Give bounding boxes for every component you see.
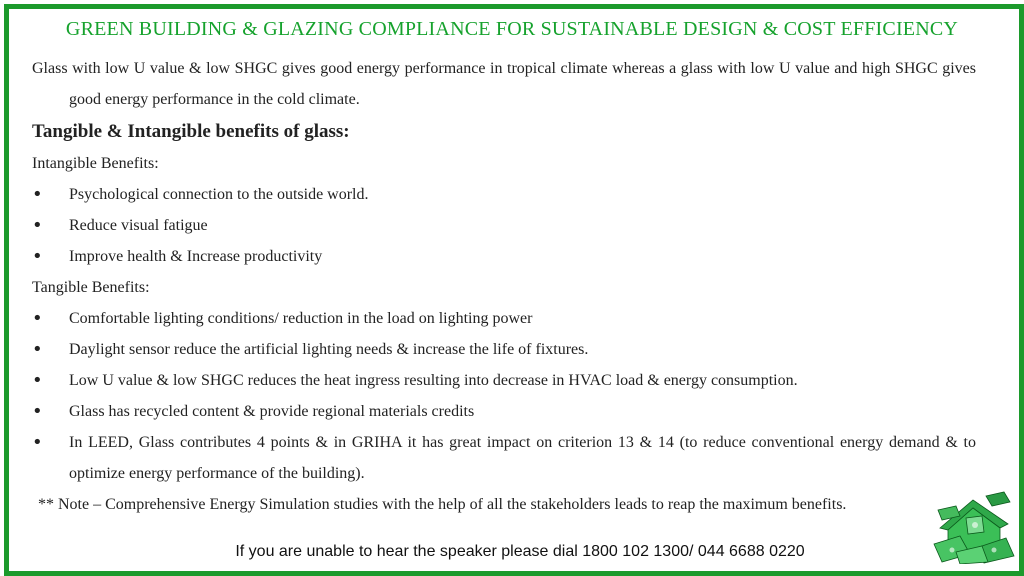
list-item: • Daylight sensor reduce the artificial lighting needs & increase the life of fixtures.: [32, 334, 976, 365]
list-item: • Psychological connection to the outside world.: [32, 179, 976, 210]
slide-title: GREEN BUILDING & GLAZING COMPLIANCE FOR SUSTAINABLE DESIGN & COST EFFICIENCY: [65, 18, 959, 40]
list-item: • Glass has recycled content & provide regional materials credits: [32, 396, 976, 427]
benefits-heading: Tangible & Intangible benefits of glass:: [32, 121, 350, 142]
intangible-list: [32, 179, 976, 272]
bullet-icon: •: [32, 184, 43, 205]
list-item: • Improve health & Increase productivity: [32, 241, 976, 272]
slide-body: [32, 53, 976, 520]
tangible-list: [32, 303, 976, 489]
money-house-icon: [930, 488, 1016, 564]
bullet-icon: •: [32, 339, 43, 360]
tangible-label: Tangible Benefits:: [32, 279, 150, 296]
bullet-icon: •: [32, 432, 43, 453]
footer-dial-in: If you are unable to hear the speaker please dial 1800 102 1300/ 044 6688 0220: [235, 543, 805, 560]
list-item: • Reduce visual fatigue: [32, 210, 976, 241]
bullet-icon: •: [32, 308, 43, 329]
bullet-icon: •: [32, 246, 43, 267]
note-paragraph: ** Note – Comprehensive Energy Simulation studies with the help of all the stakeholders leads to reap the maximum benefits.: [38, 496, 847, 513]
bullet-icon: •: [32, 370, 43, 391]
bullet-icon: •: [32, 401, 43, 422]
list-item: • In LEED, Glass contributes 4 points & in GRIHA it has great impact on criterion 13 & 14 (to reduce conventional energy demand & to optimize energy performance of the building).: [32, 427, 976, 489]
bullet-icon: •: [32, 215, 43, 236]
list-item: • Low U value & low SHGC reduces the heat ingress resulting into decrease in HVAC load & energy consumption.: [32, 365, 976, 396]
intangible-label: Intangible Benefits:: [32, 155, 159, 172]
intro-paragraph: Glass with low U value & low SHGC gives good energy performance in tropical climate whereas a glass with low U value and high SHGC gives good energy performance in the cold climate.: [32, 60, 976, 108]
list-item: • Comfortable lighting conditions/ reduction in the load on lighting power: [32, 303, 976, 334]
